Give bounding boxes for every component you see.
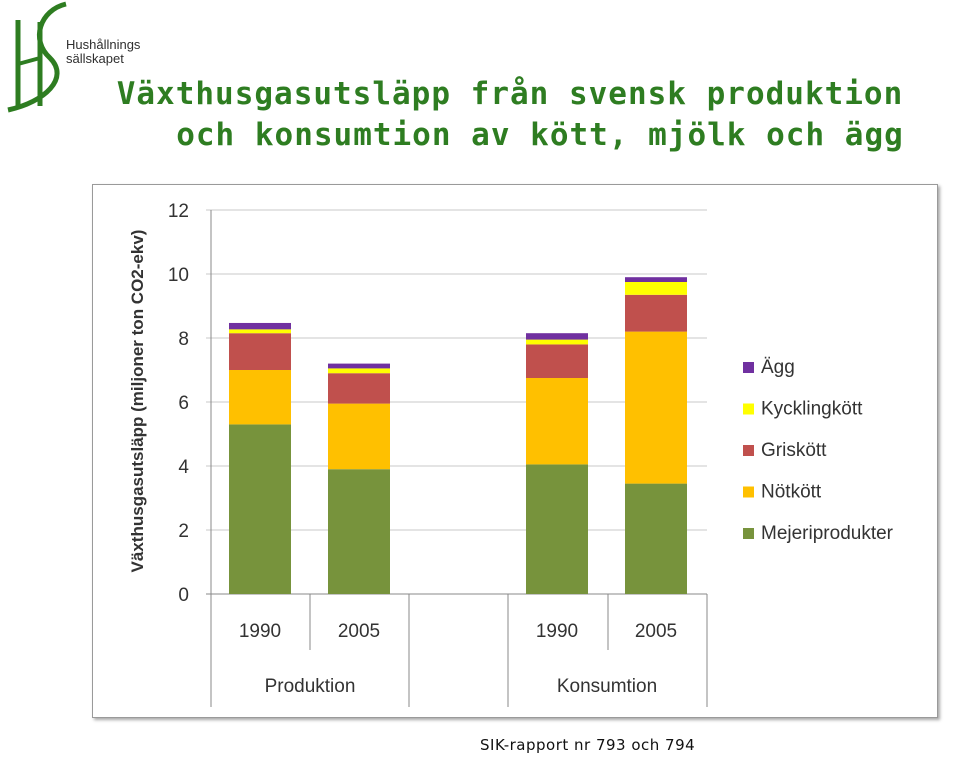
page-title-line1: Växthusgasutsläpp från svensk produktion: [116, 76, 904, 112]
x-tick-label: 2005: [634, 621, 678, 642]
bar-segment: [328, 373, 390, 403]
bar-segment: [625, 295, 687, 332]
bar-segment: [625, 484, 687, 594]
chart-frame: [92, 184, 938, 718]
legend-label: Kycklingkött: [761, 398, 863, 420]
bar-segment: [625, 282, 687, 295]
legend-label: Mejeriprodukter: [761, 523, 893, 544]
y-tick-label: 6: [178, 393, 189, 414]
y-tick-label: 0: [178, 585, 189, 606]
x-axis: [211, 594, 707, 707]
legend-swatch: [743, 404, 754, 415]
x-tick-label: 2005: [337, 621, 381, 642]
y-axis-label: Växthusgasutsläpp (miljoner ton CO2-ekv): [128, 229, 147, 573]
bar-segment: [229, 323, 291, 329]
legend-label: Ägg: [761, 357, 795, 378]
x-group-label: Konsumtion: [556, 676, 658, 697]
bar-segment: [625, 332, 687, 484]
bar-segment: [229, 370, 291, 424]
bar-segment: [526, 340, 588, 345]
stacked-bar-chart: [93, 185, 937, 717]
x-tick-label: 1990: [535, 621, 579, 642]
logo-text-line2: sällskapet: [66, 51, 124, 66]
x-tick-label: 1990: [238, 621, 282, 642]
bar-segment: [229, 333, 291, 370]
legend-swatch: [743, 528, 754, 539]
x-group-label: Produktion: [264, 676, 356, 697]
bar-segment: [229, 329, 291, 333]
logo-text: [66, 38, 140, 66]
bar-segment: [328, 404, 390, 470]
legend-label: Griskött: [761, 440, 827, 461]
bar-segment: [526, 464, 588, 594]
bar-segment: [328, 368, 390, 373]
bar-segment: [625, 277, 687, 282]
bar-segment: [526, 333, 588, 339]
y-tick-label: 10: [167, 265, 189, 286]
bars: [229, 277, 687, 594]
logo-text-line1: Hushållnings: [66, 37, 141, 52]
y-tick-label: 2: [178, 521, 189, 542]
y-tick-label: 4: [178, 457, 189, 478]
bar-segment: [229, 424, 291, 594]
y-tick-label: 8: [178, 329, 189, 350]
legend-swatch: [743, 487, 754, 498]
legend-swatch: [743, 362, 754, 373]
page-title-line2: och konsumtion av kött, mjölk och ägg: [176, 117, 904, 153]
legend: [743, 357, 894, 544]
bar-segment: [328, 364, 390, 369]
bar-segment: [526, 378, 588, 464]
source-citation: SIK-rapport nr 793 och 794: [480, 736, 696, 754]
bar-segment: [328, 469, 390, 594]
y-tick-label: 12: [167, 201, 189, 222]
y-tick-labels: [168, 201, 190, 606]
legend-label: Nötkött: [761, 481, 822, 503]
bar-segment: [526, 344, 588, 378]
legend-swatch: [743, 445, 754, 456]
